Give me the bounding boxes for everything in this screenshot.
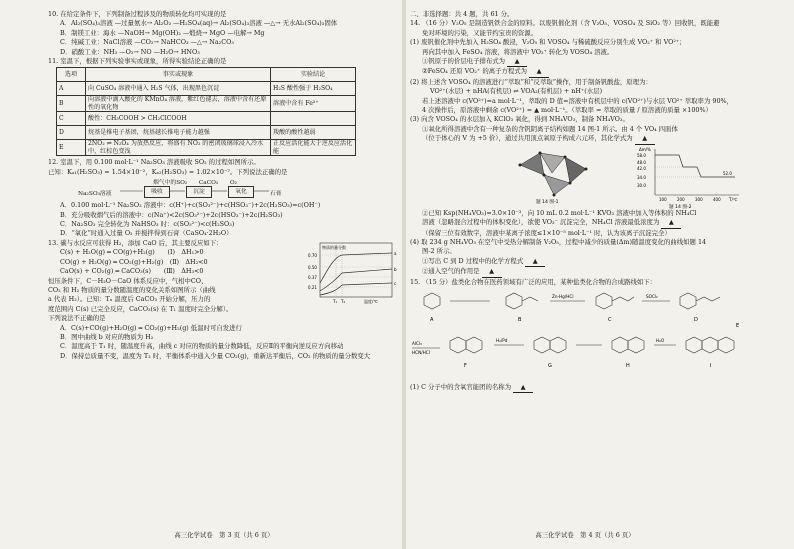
- q13-reaction-1: C(s) + H₂O(g) ═ CO(g)+H₂(g) (Ⅰ) ΔH₁>0: [60, 248, 204, 257]
- fig-14-2-caption: 题 14 图-2: [669, 204, 692, 209]
- synthesis-diagram: [410, 287, 760, 383]
- fig-14-1-caption: 题 14 图-1: [536, 199, 559, 205]
- table-row: [57, 96, 356, 112]
- y-label: 物质的量分数: [322, 244, 346, 250]
- q11-header-fact: 事实或现象: [86, 68, 271, 82]
- flow-top-labels: 烟气中的SO₂ CaCO₃ O₂: [153, 180, 237, 187]
- curve-c: [320, 283, 392, 295]
- q14-line-12: ①氧化所得溶液中含有一种复杂的含钒阴离子结构如题 14 图-1 所示。由 4 个 VO₄ 四面体: [422, 124, 678, 133]
- q13-reaction-3: CaO(s) + CO₂(g) ═ CaCO₃(s) (Ⅲ) ΔH₃<0: [60, 267, 204, 276]
- q11-table: [56, 67, 356, 156]
- cell: [271, 112, 356, 126]
- q13-condition-5: 下列说法不正确的是: [48, 314, 106, 323]
- compound-label: F: [464, 362, 467, 369]
- x-tick: T₂: [341, 298, 346, 304]
- reagent: SOCl₂: [646, 293, 658, 299]
- q13-condition-3: a 代表 H₂）。已知：Tₓ 温度后 CaCO₃ 开始分解，压力的: [48, 295, 211, 304]
- tick: 58.0: [637, 152, 646, 158]
- curve-label: c: [394, 280, 397, 286]
- cell: H₂S 酸性强于 H₂SO₄: [271, 82, 356, 96]
- q14-line-2: 免对环境的污染，又能节约宝贵的资源。: [422, 28, 538, 37]
- x-tick: 400: [713, 196, 721, 202]
- q13-stem: 13. 碳与水反应可获得 H₂，添加 CaO 后，其主要反应如下：: [48, 238, 223, 247]
- q13-option-c: C．温度高于 T₁ 时，随温度升高，曲线 c 对应的物质的量分数降低，反应Ⅱ的平衡向逆反应方向移动: [60, 342, 344, 351]
- q14-q3-1: （位于体心的 V 为 +5 价），通过共用顶点氧原子构成六元环，其化学式为: [422, 134, 633, 143]
- q14-line-10: 4 次操作后，原溶液中剩余 c(VO²⁺) = ▲ mol·L⁻¹。（萃取率 = 萃取的质量 / 原溶液的质量 ×100%）: [422, 106, 712, 115]
- q14-line-8: VO²⁺(水层) + nHA(有机层) ⇌ VOA₂(有机层) + nH⁺(水层): [430, 87, 603, 96]
- q13-option-b: B．图中曲线 b 对应的物质为 H₂: [60, 332, 154, 341]
- tick: 30.0: [637, 182, 646, 188]
- q13-condition-2: CO₂ 和 H₂ 物质的量分数随温度的变化关系如图所示（曲线: [48, 285, 216, 294]
- q14-line-4: 再向其中加入 FeSO₄ 溶液，将溶液中 VO₂⁺ 转化为 VOSO₄ 溶液。: [422, 47, 614, 56]
- tick: 0.37: [308, 274, 317, 280]
- q13-option-a: A．C(s)+CO(g)+H₂O(g) ═ CO₂(g)+H₂(g) 低温时可自发进行: [60, 323, 242, 332]
- q15-synthesis-route: [410, 287, 760, 383]
- answer-blank: ▲: [513, 383, 533, 393]
- q11-header-conclusion: 实验结论: [271, 68, 356, 82]
- q14-q1-2: ②FeSO₄ 还原 VO₂⁺ 的离子方程式为: [422, 67, 528, 76]
- q13-condition-1: 恒压条件下，C－H₂O－CaO 体系反应中，气相中CO、: [48, 276, 208, 285]
- x-tick: 100: [659, 196, 667, 202]
- q14-q1-1: ①钒原子的价层电子排布式为: [422, 57, 506, 66]
- y-label: Δm/%: [639, 146, 651, 152]
- flow-step-absorb: 吸收: [144, 186, 170, 198]
- q10-option-a: A．Al₂(SO₄)₃溶液 —过量氨水→ Al₂O₃ —H₂SO₄(aq)→ Al₂(SO₄)₃溶液 —△→ 无水Al₂(SO₄)₃固体: [60, 19, 338, 28]
- q13-reaction-2: CO(g) + H₂O(g) ═ CO₂(g)+H₂(g) (Ⅱ) ΔH₂<0: [60, 257, 208, 266]
- tick: 0.21: [308, 284, 317, 290]
- q14-line-19: [410, 257, 760, 267]
- q15-q1: [410, 383, 760, 393]
- page-gutter: [402, 0, 406, 549]
- cell: 向 CuSO₄ 溶液中通入 H₂S 气体，出现黑色沉淀: [86, 82, 271, 96]
- q12-option-c: C．Na₂SO₃ 完全转化为 NaHSO₃ 时：c(SO₃²⁻)<c(H₂SO₃): [60, 220, 235, 229]
- tick: 48.0: [637, 159, 646, 165]
- tick: 0.50: [308, 264, 317, 270]
- cell: E: [57, 140, 86, 156]
- q14-q4-2: ②通入空气的作用是: [422, 267, 480, 276]
- q12-flowchart: [48, 177, 400, 201]
- q10-option-b: B．制镁工业：海水 —NaOH→ Mg(OH)₂ —煅烧→ MgO —电解→ Mg: [60, 28, 265, 37]
- compound-label: E: [736, 322, 740, 329]
- answer-blank: ▲: [635, 134, 655, 144]
- q13-block: [48, 239, 400, 324]
- page-4-footer: 高三化学试卷 第 4 页（共 6 页）: [535, 531, 635, 539]
- curve-label: b: [394, 266, 397, 272]
- q14-line-20: [410, 267, 760, 277]
- q14-line-11: (3) 向含 VOSO₄ 的水层加入 KClO₃ 氧化，得到 NH₄VO₃，制备 NH₄VO₃。: [410, 115, 629, 124]
- answer-blank: ▲: [482, 267, 502, 277]
- cell: A: [57, 82, 86, 96]
- table-row: [57, 140, 356, 156]
- q14-figures: [410, 145, 760, 209]
- q14-line-3: (1) 废钒催化剂中先加入 H₂SO₄ 酸浸，V₂O₅ 和 VOSO₄ 与稀硫酸反应分别生成 VO₂⁺ 和 VO²⁺；: [410, 38, 686, 47]
- flow-start: Na₂SO₃溶液: [78, 191, 112, 198]
- point-label: 52.0: [723, 170, 732, 176]
- flow-end: 石膏: [270, 191, 282, 198]
- tick: 34.0: [637, 174, 646, 180]
- flow-step-precipitate: 沉淀: [186, 186, 212, 198]
- cell: C: [57, 112, 86, 126]
- x-tick: 200: [677, 196, 685, 202]
- q14-line-6: [410, 67, 760, 77]
- q14-line-17: (4) 取 234 g NH₄VO₃ 在空气中受热分解制备 V₂O₅，过程中减少的质量(Δm)随温度变化的曲线如题 14: [410, 237, 707, 246]
- compound-label: H: [626, 362, 630, 369]
- q12-stem: 12. 室温下，用 0.100 mol·L⁻¹ Na₂SO₃ 溶液吸收 SO₂ 的过程如图所示。: [48, 158, 260, 167]
- curve-b: [320, 269, 392, 291]
- q13-graph: [306, 239, 398, 309]
- page-3: [48, 10, 400, 539]
- q12-ka: 已知：Kₐ₁(H₂SO₃) = 1.54×10⁻²，Kₐ₂(H₂SO₃) = 1.02×10⁻⁷。下列说法正确的是: [48, 167, 288, 176]
- q14-line-18: 图-2 所示。: [422, 247, 456, 256]
- q14-line-14: ②已知 Ksp(NH₄VO₃)=3.0×10⁻³，向 10 mL 0.2 mol·L⁻¹ KVO₃ 溶液中加入等体积的 NH₄Cl: [422, 208, 697, 217]
- compound-label: I: [710, 362, 712, 369]
- compound-label: A: [430, 316, 434, 323]
- compound-label: B: [518, 316, 522, 323]
- section-2-title: 二、非选择题：共 4 题，共 61 分。: [410, 10, 514, 18]
- q12-option-a: A．0.100 mol·L⁻¹ Na₂SO₃ 溶液中：c(H⁺)+c(SO₃²⁻)+c(HSO₃⁻)+2c(H₂SO₃)=c(OH⁻): [60, 201, 321, 210]
- compound-label: G: [548, 362, 552, 369]
- q14-q3-2: 溶液（忽略混合过程中的体积变化），欲使 VO₃⁻ 沉淀完全，NH₄Cl 溶液最低浓度为: [422, 218, 660, 227]
- tick: 0.70: [308, 252, 317, 258]
- reagent: H₂/Pd: [496, 337, 508, 343]
- page-3-footer: 高三化学试卷 第 3 页（共 6 页）: [174, 531, 274, 539]
- flow-arrows: [48, 177, 308, 201]
- x-label: T/℃: [729, 196, 738, 202]
- x-tick: 300: [695, 196, 703, 202]
- tick: 42.0: [637, 165, 646, 171]
- q10-option-c: C．纯碱工业：NaCl溶液 —CO₂→ NaHCO₃ —△→ Na₂CO₃: [60, 38, 234, 47]
- q14-line-16: （保留三位有效数字，溶液中某离子浓度≤1×10⁻⁵ mol·L⁻¹ 时，认为该离子沉淀完全）: [422, 228, 671, 237]
- q14-line-1: 14. （16 分）V₂O₅ 是制造钒铁合金的原料。以废钒催化剂（含 V₂O₅、VOSO₄ 及 SiO₂ 等）回收钒，既能避: [410, 19, 720, 28]
- answer-blank: ▲: [507, 57, 527, 67]
- q10-stem: 10. 在给定条件下，下列制备过程涉及的物质转化均可实现的是: [48, 10, 227, 18]
- cell: D: [57, 126, 86, 140]
- q15-stem: 15. （15 分）盐类化合物在医药领域有广泛的应用，某种盐类化合物的合成路线如下：: [410, 277, 657, 286]
- cell: 向溶液中滴入酸化的 KMnO₄ 溶液，紫红色褪去，溶液中含有还原性的氧化物: [86, 96, 271, 112]
- curve-label: a: [394, 250, 397, 256]
- q14-line-7: (2) 将上述含 VOSO₄ 的溶液进行“萃取”和“反萃取”操作，用于制备钒酸盐，原理为：: [410, 77, 652, 86]
- flow-step-oxidize: 氧化: [228, 186, 254, 198]
- q13-option-d: D．保持总质量不变，温度为 T₂ 时，平衡体系中通入少量 CO₂(g)，重新达平衡后，CO₂ 的物质的量分数变大: [60, 351, 371, 360]
- cell: 溶液中含有 Fe²⁺: [271, 96, 356, 112]
- reagent: H₂O: [656, 337, 665, 343]
- table-row: [57, 112, 356, 126]
- q14-line-9: 若上述溶液中 c(VO²⁺)=a mol·L⁻¹，萃取的 D 值=溶液中有机层中的 c(VO²⁺)与水层 VO²⁺ 萃取率为 90%，: [422, 96, 733, 105]
- q15-q1-text: (1) C 分子中的含氧官能团的名称为: [410, 382, 512, 391]
- x-label: 温度/℃: [364, 298, 378, 304]
- q10-option-d: D．硝酸工业：NH₃ —O₂→ NO —H₂O→ HNO₃: [60, 47, 200, 56]
- x-tick: T₁: [333, 298, 338, 304]
- q12-option-d: D．“氧化”时通入过量 O₂ 并搅拌得到石膏（CaSO₄·2H₂O）: [60, 229, 233, 238]
- q13-condition-4: 度范围内 C(s) 已完全反应，CaCO₃(s) 在 T₁ 温度时完全分解）。: [48, 304, 233, 313]
- answer-blank: ▲: [661, 218, 681, 228]
- q11-header-option: 选项: [57, 68, 86, 82]
- fig-14-1-structure: [510, 145, 600, 205]
- compound-label: D: [694, 316, 698, 323]
- q11-stem: 11. 室温下，根据下列实验事实或现象，所得实验结论正确的是: [48, 57, 227, 66]
- q12-option-b: B．充分吸收烟气后的溶液中：c(Na⁺)<2c(SO₃²⁻)+2c(HSO₃⁻)+2c(H₂SO₃): [60, 210, 283, 219]
- reagent: HCN/HCl: [412, 349, 430, 355]
- answer-blank: ▲: [525, 257, 545, 267]
- q14-line-15: [410, 218, 760, 228]
- compound-label: C: [608, 316, 612, 323]
- table-row: [57, 126, 356, 140]
- cell: 正反应活化能大于逆反应活化能: [271, 140, 356, 156]
- reagent: Zn-Hg/HCl: [552, 293, 574, 299]
- cell: 2NO₂ ⇌ N₂O₄ 为放热反应，将盛有 NO₂ 的密闭玻璃球浸入冷水中，红棕色变浅: [86, 140, 271, 156]
- page-4: [410, 10, 760, 539]
- fig-14-2-graph: [635, 145, 745, 209]
- cell: 烷基是推电子基团，烷基越长推电子能力越强: [86, 126, 271, 140]
- cell: 羧酸的酸性越弱: [271, 126, 356, 140]
- q14-q4-1: ①写出 C 到 D 过程中的化学方程式: [422, 256, 524, 265]
- answer-blank: ▲: [529, 67, 549, 77]
- q14-line-13: [410, 134, 760, 144]
- q14-line-5: [410, 57, 760, 67]
- reagent: AlCl₃: [412, 340, 422, 346]
- table-row: [57, 82, 356, 96]
- cell: 酸性：CH₃COOH > CH₂ClCOOH: [86, 112, 271, 126]
- cell: B: [57, 96, 86, 112]
- curve-a: [320, 253, 392, 283]
